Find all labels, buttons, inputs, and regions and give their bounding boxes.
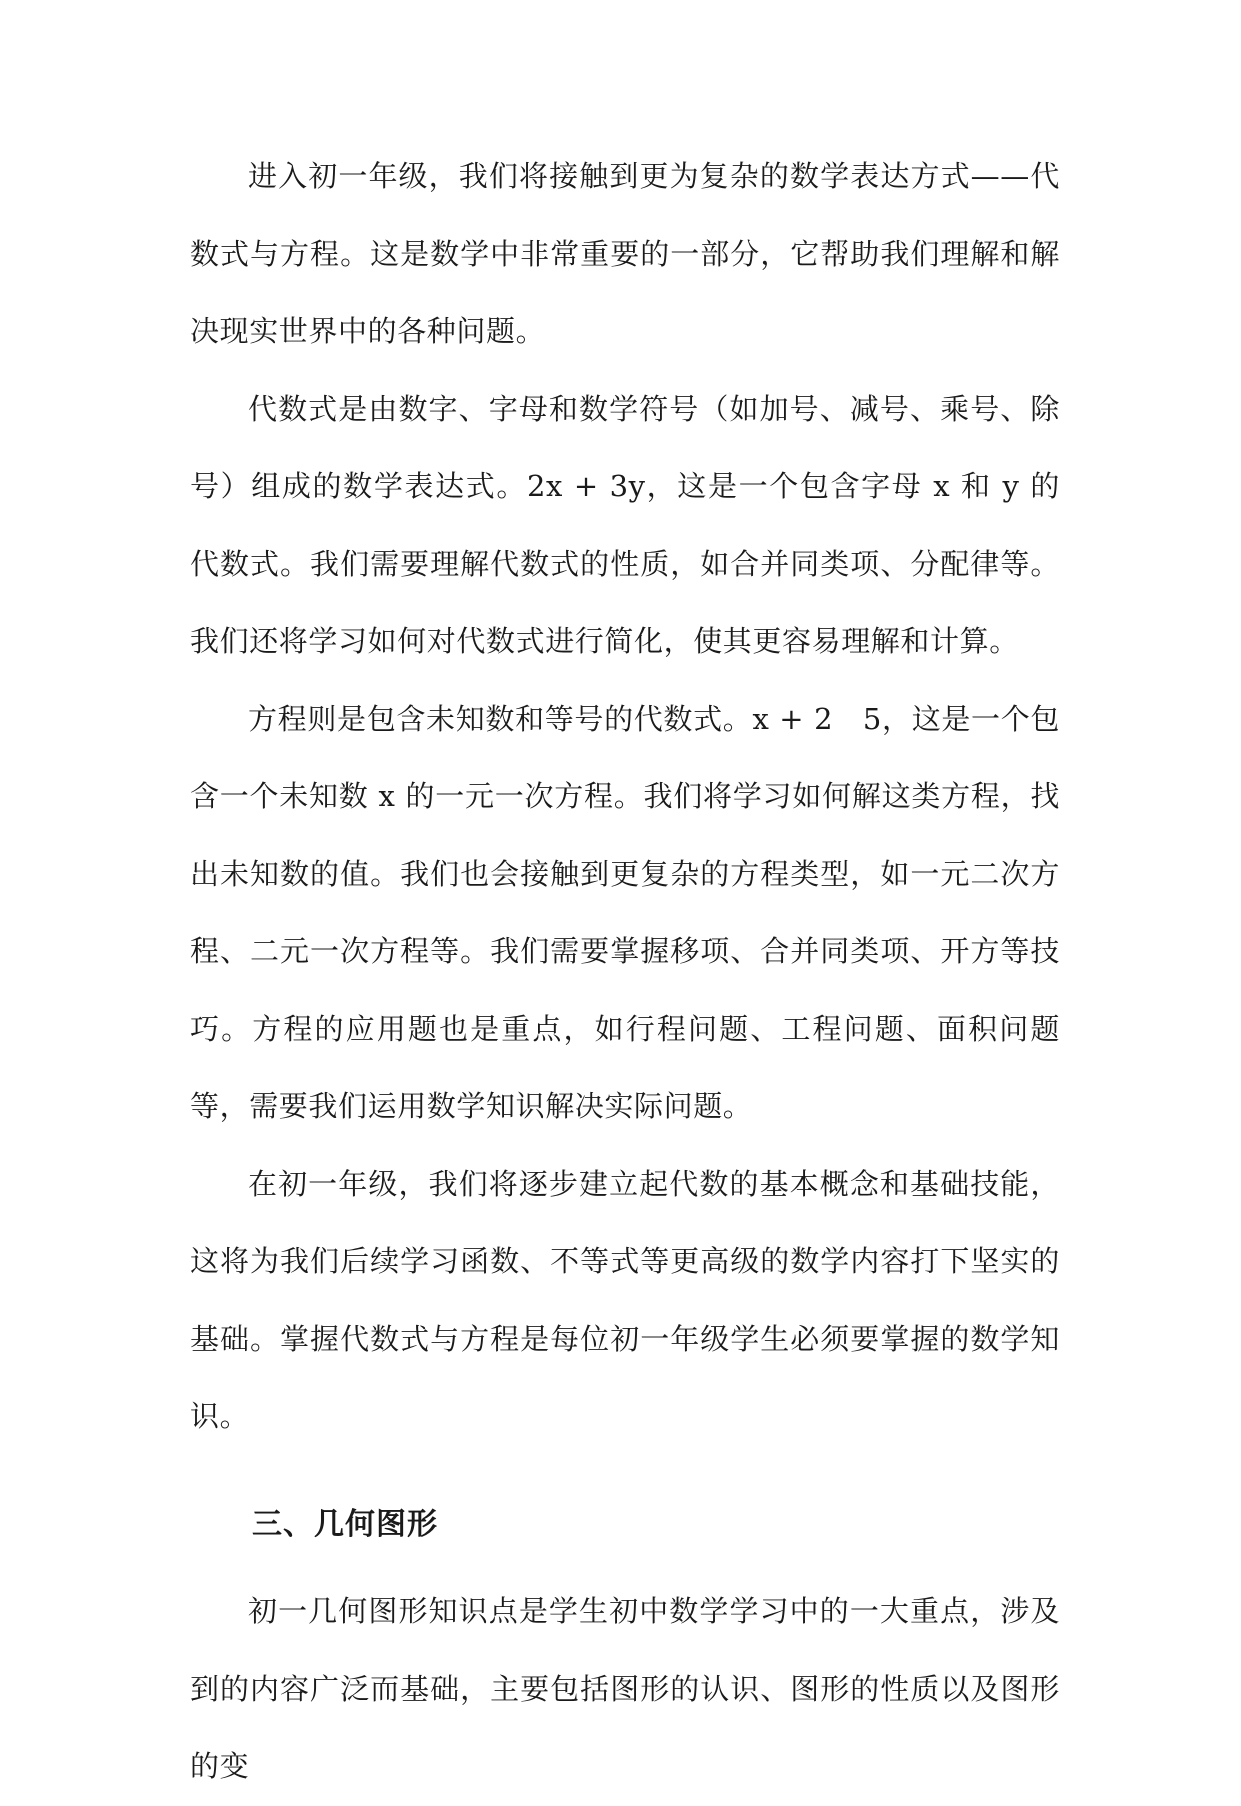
paragraph-equations: 方程则是包含未知数和等号的代数式。x + 2 5，这是一个包含一个未知数 x 的一元一次方程。我们将学习如何解这类方程，找出未知数的值。我们也会接触到更复杂的方程类型，如一元二次方程、二元一次方程等。我们需要掌握移项、合并同类项、开方等技巧。方程的应用题也是重点，如行程问题、工程问题、面积问题等，需要我们运用数学知识解决实际问题。	[190, 701, 1060, 1123]
section-heading-geometry: 三、几何图形	[252, 1506, 438, 1542]
paragraph-geometry-intro: 初一几何图形知识点是学生初中数学学习中的一大重点，涉及到的内容广泛而基础，主要包括图形的认识、图形的性质以及图形的变	[190, 1594, 1060, 1783]
paragraph-summary: 在初一年级，我们将逐步建立起代数的基本概念和基础技能，这将为我们后续学习函数、不等式等更高级的数学内容打下坚实的基础。掌握代数式与方程是每位初一年级学生必须要掌握的数学知识。	[190, 1166, 1060, 1433]
paragraph-algebraic-expressions: 代数式是由数字、字母和数学符号（如加号、减号、乘号、除号）组成的数学表达式。2x + 3y，这是一个包含字母 x 和 y 的代数式。我们需要理解代数式的性质，如合并同类项、分配律等。我们还将学习如何对代数式进行简化，使其更容易理解和计算。	[190, 391, 1060, 658]
paragraph-intro: 进入初一年级，我们将接触到更为复杂的数学表达方式——代数式与方程。这是数学中非常重要的一部分，它帮助我们理解和解决现实世界中的各种问题。	[190, 159, 1060, 348]
document-body	[190, 138, 1060, 1806]
